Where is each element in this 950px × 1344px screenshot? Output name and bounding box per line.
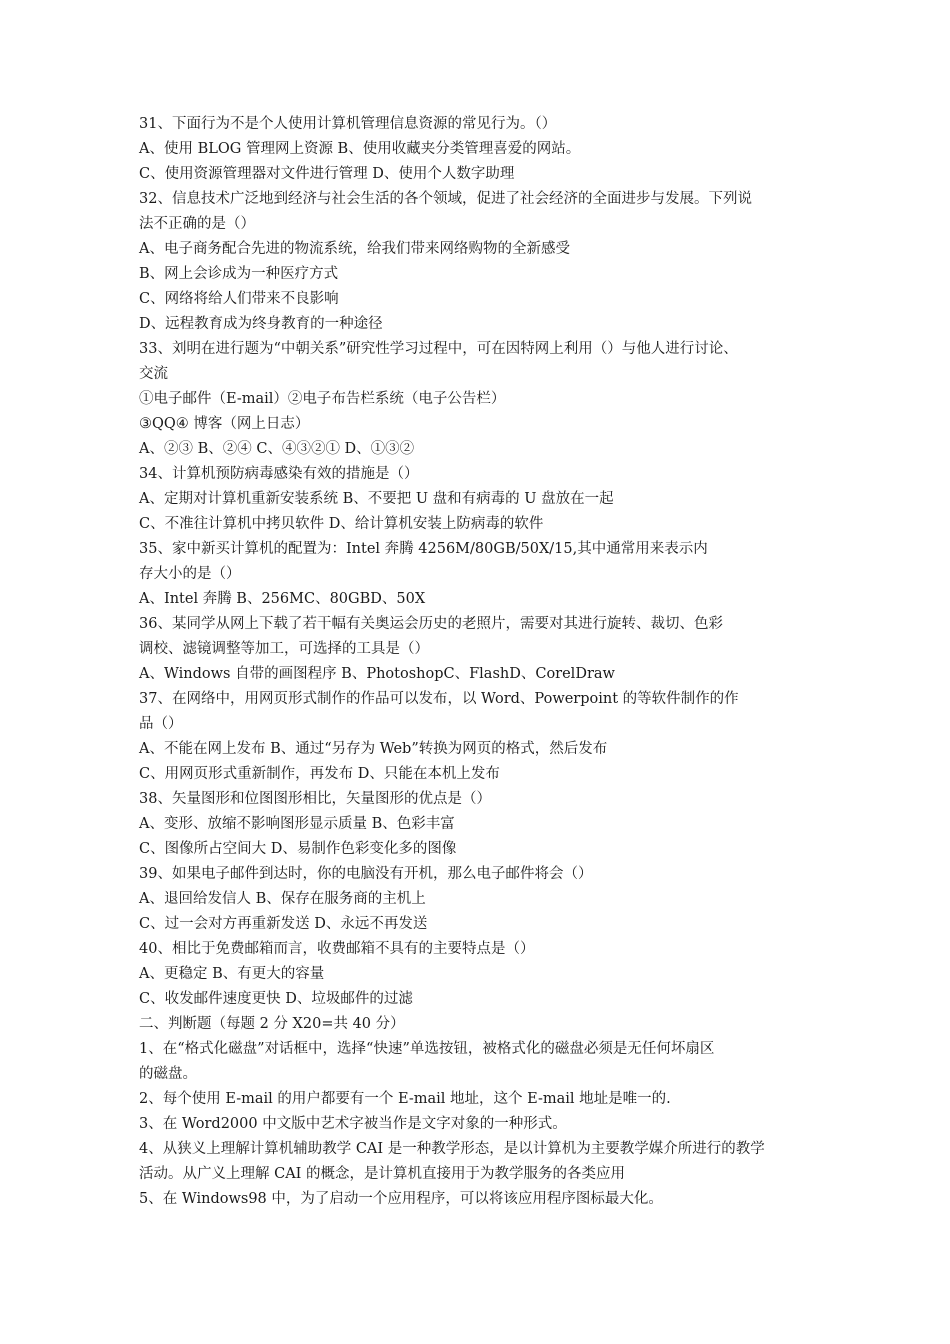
- question-32-stem: 32、信息技术广泛地到经济与社会生活的各个领域，促进了社会经济的全面进步与发展。下列说: [139, 191, 752, 207]
- question-37-stem: 37、在网络中，用网页形式制作的作品可以发布，以 Word、Powerpoint 的等软件制作的作: [139, 691, 739, 707]
- question-34-options-ab: A、定期对计算机重新安装系统 B、不要把 U 盘和有病毒的 U 盘放在一起: [139, 491, 614, 507]
- document-body: [139, 112, 829, 1212]
- question-36-stem-cont: 调校、滤镜调整等加工，可选择的工具是（）: [139, 641, 429, 657]
- judgment-4: 4、从狭义上理解计算机辅助教学 CAI 是一种教学形态，是以计算机为主要教学媒介所进行的教学: [139, 1141, 765, 1157]
- question-33-items-1: ①电子邮件（E-mail）②电子布告栏系统（电子公告栏）: [139, 391, 506, 407]
- question-32-stem-cont: 法不正确的是（）: [139, 216, 255, 232]
- question-39-stem: 39、如果电子邮件到达时，你的电脑没有开机，那么电子邮件将会（）: [139, 866, 593, 882]
- question-38-options-cd: C、图像所占空间大 D、易制作色彩变化多的图像: [139, 841, 457, 857]
- question-31-options-cd: C、使用资源管理器对文件进行管理 D、使用个人数字助理: [139, 166, 515, 182]
- question-34-stem: 34、计算机预防病毒感染有效的措施是（）: [139, 466, 419, 482]
- judgment-2: 2、每个使用 E-mail 的用户都要有一个 E-mail 地址，这个 E-mail 地址是唯一的.: [139, 1091, 671, 1107]
- question-32-option-d: D、远程教育成为终身教育的一种途径: [139, 316, 383, 332]
- question-33-stem-cont: 交流: [139, 366, 168, 382]
- question-39-options-ab: A、退回给发信人 B、保存在服务商的主机上: [139, 891, 426, 907]
- question-36-stem: 36、某同学从网上下载了若干幅有关奥运会历史的老照片，需要对其进行旋转、裁切、色彩: [139, 616, 723, 632]
- question-32-option-a: A、电子商务配合先进的物流系统，给我们带来网络购物的全新感受: [139, 241, 570, 257]
- question-39-options-cd: C、过一会对方再重新发送 D、永远不再发送: [139, 916, 428, 932]
- judgment-1-cont: 的磁盘。: [139, 1066, 197, 1082]
- question-38-stem: 38、矢量图形和位图图形相比，矢量图形的优点是（）: [139, 791, 491, 807]
- judgment-1: 1、在“格式化磁盘”对话框中，选择“快速”单选按钮，被格式化的磁盘必须是无任何坏扇区: [139, 1041, 715, 1057]
- question-37-stem-cont: 品（）: [139, 716, 183, 732]
- question-37-options-cd: C、用网页形式重新制作，再发布 D、只能在本机上发布: [139, 766, 500, 782]
- question-35-stem-cont: 存大小的是（）: [139, 566, 241, 582]
- section-heading-judgment: 二、判断题（每题 2 分 X20=共 40 分）: [139, 1016, 405, 1032]
- judgment-3: 3、在 Word2000 中文版中艺术字被当作是文字对象的一种形式。: [139, 1116, 567, 1132]
- question-36-options: A、Windows 自带的画图程序 B、PhotoshopC、FlashD、CorelDraw: [139, 666, 615, 682]
- judgment-4-cont: 活动。从广义上理解 CAI 的概念，是计算机直接用于为教学服务的各类应用: [139, 1166, 626, 1182]
- question-33-options: A、②③ B、②④ C、④③②① D、①③②: [139, 441, 415, 457]
- question-40-options-cd: C、收发邮件速度更快 D、垃圾邮件的过滤: [139, 991, 413, 1007]
- question-33-stem: 33、刘明在进行题为“中朝关系”研究性学习过程中，可在因特网上利用（）与他人进行讨论、: [139, 341, 738, 357]
- question-34-options-cd: C、不准往计算机中拷贝软件 D、给计算机安装上防病毒的软件: [139, 516, 544, 532]
- question-32-option-c: C、网络将给人们带来不良影响: [139, 291, 339, 307]
- question-40-options-ab: A、更稳定 B、有更大的容量: [139, 966, 325, 982]
- question-32-option-b: B、网上会诊成为一种医疗方式: [139, 266, 339, 282]
- question-35-options: A、Intel 奔腾 B、256MC、80GBD、50X: [139, 591, 426, 607]
- question-40-stem: 40、相比于免费邮箱而言，收费邮箱不具有的主要特点是（）: [139, 941, 535, 957]
- question-37-options-ab: A、不能在网上发布 B、通过“另存为 Web”转换为网页的格式，然后发布: [139, 741, 608, 757]
- question-35-stem: 35、家中新买计算机的配置为：Intel 奔腾 4256M/80GB/50X/15,其中通常用来表示内: [139, 541, 708, 557]
- question-31-stem: 31、下面行为不是个人使用计算机管理信息资源的常见行为。（）: [139, 116, 557, 132]
- question-31-options-ab: A、使用 BLOG 管理网上资源 B、使用收藏夹分类管理喜爱的网站。: [139, 141, 581, 157]
- judgment-5: 5、在 Windows98 中，为了启动一个应用程序，可以将该应用程序图标最大化。: [139, 1191, 663, 1207]
- question-38-options-ab: A、变形、放缩不影响图形显示质量 B、色彩丰富: [139, 816, 455, 832]
- question-33-items-2: ③QQ④ 博客（网上日志）: [139, 416, 310, 432]
